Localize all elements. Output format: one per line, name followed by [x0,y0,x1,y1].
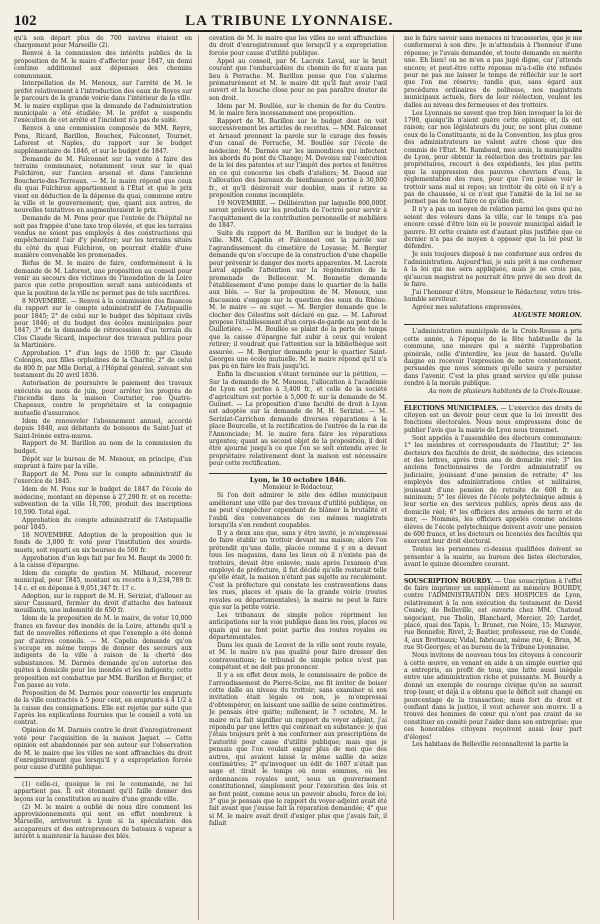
paragraph: Proposition de M. Darmès pour convertir les emprunts de la ville contractés à 5 pour cent, en emprunts à 4 1/2 à la caisse des consignations. Elle est rejetée par suite que l'après les explications fournies que le conseil a voté un contrat. [14,689,192,727]
paragraph: Idem du compte de gestion M. Milhaud, receveur municipal, pour 1845, montant en recette à 9,234,789 fr. 14 c. et en dépense à 9,051,347 fr. 17 c. [14,569,192,592]
paragraph: Approbation du compte administratif de l'Antiquaille pour 1845. [14,516,192,531]
paragraph: Renvoi à la commission des intérêts publics de la proposition de M. le maire d'affecter pour 1847, un demi centime additionnel aux dépenses des chemins communaux. [14,50,192,80]
paragraph: Dépôt sur le bureau de M. Menoux, en principe, d'un emprunt à faire par la ville. [14,455,192,471]
footnote: (1) celle-ci, quoique le roi le commande, ne lui appartient pas. Il est étonnant qu'il faille donner des leçons sur la constitution au maire d'une grande ville. [14,780,192,803]
paragraph: Demande de M. Falconnet sur la vente à faire des terrains communaux, notamment ceux sur le quai Fulchiron, sur l'ancien arsenal et dans l'ancienne Boucherie-des-Terreaux. — M. le maire répond que ceux du quai Fulchiron appartiennent à l'État et que le prix vient en déduction de la dépense du quai, commune entre la ville et le gouvernement; que, quant aux autres, de nouvelles tentatives en augmenteraient le prix. [14,155,192,215]
paragraph: Dans les quais de Louvet de la ville sont route royale, et M. le maire n'a pas qualité pour faire dresser des contraventions; le tribunal de simple police n'est pas compétent et ne doit pas prononcer. [209,642,387,672]
paragraph: Interpellation de M. Menoux, sur l'arrêté de M. le préfet relativement à l'introduction des eaux de Royes sur le parcours de la grande voirie dans l'intérieur de la ville. M. le maire explique que la demande de l'administration municipale a été étudiée; M. le préfet a suspendu l'exécution de cet arrêté et l'incident n'a pas de suite. [14,80,192,125]
paragraph: Agréez mes salutations empressées, [412,304,523,312]
article-columns [14,35,582,920]
column-3 [404,35,582,920]
paragraph: Idem de M. Pons sur le budget de 1847 de l'école de médecine, montant en dépense à 27,290 fr. et en recette: subvention de la ville 16,700, produit des inscriptions 10,590. Total égal. [14,486,192,516]
letter-dateline: Lyon, le 10 octobre 1846. [249,475,347,484]
column-2 [209,35,394,920]
paragraph: qu'à son départ plus de 700 navires étaient en chargement pour Marseille (2). [14,35,192,50]
paragraph: — L'exercice des droits de citoyen est un devoir pour ceux que la loi investit des fonctions électorales. Nous nous empressons donc de publier l'avis que la mairie de Lyon nous transmet. [404,404,582,434]
paragraph: Si l'on doit admirer le zèle des édiles municipaux améliorant une ville par des travaux d'utilité publique, on ne peut s'empêcher cependant de blâmer la brutalité et l'oubli des convenances de ces mêmes magistrats lorsqu'ils s'en rendent coupables. [209,492,387,529]
paragraph: J'ai l'honneur d'être, Monsieur le Rédacteur, votre très-humble serviteur. [404,288,582,304]
paragraph: Nous invitons de nouveau tous les citoyens à concourir à cette œuvre, en venant en aide à un simple ouvrier qui a entrepris, au profit de tous, une lutte aussi inégale entre une administration riche et puissante. M. Bourdy a donné un exemple de courage civique qu'on ne saurait trop louer, et déjà il a obtenu que le déficit soit changé en pourcentage de la transaction; mais fort du droit et confiant dans la justice, il veut achever son œuvre. Il a trouvé des hommes de cœur qui n'ont pas craint de se constituer en comité pour l'aider dans son entreprise: que ces honorables citoyens reçoivent aussi leur part d'éloges! [404,652,582,741]
section-rule [209,473,387,474]
paragraph: Idem de renouveler l'abonnement annuel, accordé depuis 1840, aux débitants de boissons de Saint-Just et Saint-Irénée extra-muros. [14,417,192,440]
paragraph: 8 NOVEMBRE. — Renvoi à la commission des finances du rapport sur le compte administratif de l'Antiquaille pour 1845; 2° de celui sur le budget des hôpitaux civils pour 1846; et du budget des écoles municipales pour 1847; 3° de la demande de rétrocession d'un terrain du Clos Claude Sicard, inspecteur des travaux publics pour la Martinière. [14,297,192,350]
paragraph: Les habitans de Belleville reconnaîtront la partie la [412,741,569,749]
section-heading: ÉLECTIONS MUNICIPALES. [404,404,499,412]
paragraph: L'administration municipale de la Croix-Rousse a pris cette année, à l'époque de la fête habituelle de la commune, une mesure qui a mérité l'approbation générale, celle d'interdire, les jeux de hasard. Qu'elle daigne en recevoir l'expression de notre contentement, persuadés que nous sommes qu'elle saura y persister dans l'avenir. C'est la plus grand service qu'elle puisse rendre à la morale publique. [404,328,582,388]
signature: AUGUSTE MORLON. [512,312,582,320]
paragraph: Refus de M. le maire de faire, conformément à la demande de M. Laforest, une proposition au conseil pour venir au secours des victimes de l'inondation de la Loire parce que cette proposition serait sans antécédents et que la position de la ville ne permet pas de tels sacrifices. [14,260,192,297]
paragraph: 18 NOVEMBRE. Adoption de la proposition que le fonds de 3,000 fr. voté pour l'institution des sourds-muets, soit reparti en six bourses de 500 fr. [14,531,192,554]
paragraph: Opinion de M. Darmès contre le droit d'enregistrement voté pour l'acquisition de la maison Jaquet. — Cette opinion est abandonnée par son auteur sur l'observation de M. le maire que les villes ne sont affranchies du droit d'enregistrement que lorsqu'il y a expropriation forcée pour cause d'utilité publique. [14,727,192,772]
paragraph: Je suis toujours disposé à me conformer aux ordres de l'administration. Aujourd'hui, je suis prêt à me conformer à la loi qui me sera appliquée, mais je ne crois pas, qu'aucun magistrat ne pourrait être privé de son droit de le faire. [404,251,582,288]
page-number: 102 [14,13,37,29]
paragraph: me le faire savoir sans menaces ni tracasseries, que je me conformerai à son dire. Je m'attendais à l'honneur d'une réponse; je l'avais demandée, et toute demande en mérite une. Eh bien! on ne m'en a pas jugé digne, car j'attends encore; et peut-être cette réponse m'a-t-elle été refusée pour ne pas me laisser le temps de réfléchir sur le sort que l'on me réserve; tandis que, sans égard aux procédures ordinaires de politesse, nos magistrats municipaux actuels, fiers de leur réélection, veulent les dalles au niveau des fermeuses et des trottoirs. [404,35,582,109]
section-rule [404,574,582,575]
paragraph: Demande de M. Pons pour que l'entrée de l'hôpital ne soit pas frappée d'une taxe trop élevée, et que les terrains vendus ne soient pas employés à des constructions qui empêcheraient l'air d'y pénétrer; sur les terrains situés du côté du quai Fulchiron, on pourrait établir d'une manière convenable les promenades. [14,215,192,260]
paragraph: cevation de M. le maire que les villes ne sont affranchies du droit d'enregistrement que lorsqu'il y a expropriation forcée pour cause d'utilité publique. [209,35,387,57]
paragraph: Idem par M. Boullée, sur le chemin de fer du Centre. M. le maire fera incessamment une proposition. [209,102,387,118]
paragraph: Il y a deux ans que, sans y être invité, je m'empressai de faire établir un trottoir devant ma maison; alors l'on prétendit qu'une dalle, placée comme il y en a devant tous les magasins, dans les lieux où il n'existe pas de trottoirs, devait être enlevée; mais après l'examen d'un employé de préfecture, il fut décidé qu'elle resterait telle qu'elle était, la maison n'étant pas sujette au reculement. C'est la préfecture qui constate les contraventions dans les rues, places et quais de la grande voirie (routes royales ou départementales), la mairie ne peut le faire que sur la petite voirie. [209,529,387,611]
paragraph: Les Lyonnais ne savent que trop bien invoquer la loi de 1790, quoiqu'ils n'aient guère cette opinion; et, ils ont raison; car nos législateurs du jour, ne sont plus comme ceux de la Constituante, ni de la Convention, les plus gros des administrateurs ne valent autre chose que des commis de l'État. M. Rambaud, mes amis, la municipalité de Lyon, pour obtenir la réélection des trottoirs par les propriétaires, recourt à des expédients, les plus petits que la suppression des pauvres chevriers d'eau, la réglementation des rues, pour que l'on puisse voir le trottoir sans mal ni repos; un trottoir du côté où il n'y a pas de chaussée, si ce n'est que l'amitié de la loi ne se permet pas de tout faire ce qu'elle doit. [404,109,582,206]
paragraph: Approbation 1° d'un legs de 1500 fr. par Claude Colonges, aux filles orphelines de la Charité; 2° de celui de 800 fr. par Mlle Dorial, à l'Hôpital général, suivant son testament du 20 avril 1836. [14,350,192,380]
footnote: (2) M. le maire a oublié de nous dire comment les approvisionnements qui sont en effet nombreux à Marseille, arriveront à Lyon si la spéculation des accapareurs et des entrepreneurs de bateaux à vapeur a intérêt à maintenir la hausse des blés. [14,803,192,841]
paragraph: Enfin la discussion s'étant terminée sur la pétition, — Sur la demande de M. Menoux, l'allocation à l'académie de Lyon est portée à 3,400 fr., et celle de la société d'agriculture est portée à 5,000 fr. sur la demande de M. Guimet. — La proposition d'une faculté de droit à Lyon est adoptée sur la demande de M. H. Seriziat. — M. Seriziat-Carrichon demande diverses réparations à la place Bourcelle, et la rectification de l'entrée de la rue de l'Annonciade; M. le maire fera faire les réparations urgentes; quant au second objet de la proposition, il doit être ajourné jusqu'à ce que l'on se soit entendu avec le propriétaire relativement dont la maison est nécessaire pour cette rectification. [209,371,387,468]
paragraph: Rapport de M. Barillon au nom de la commission du budget. [14,440,192,455]
paragraph: Suite du rapport de M. Barillon sur le budget de la ville. MM. Capelin et Falconnet ont la parole sur l'agrandissement du cimetière de Loyasse; M. Bergier demande qu'on s'occupe de la construction d'une chapelle pour prévenir le danger des morts apparentes. M. Lacroix Laval appelle l'attention sur la régénération de la promenade de Bellecour. M. Bonnetie demande l'établissement d'une pompe dans le quartier de la halle aux blés. — Sur la proposition de M. Menoux, une discussion s'engage sur la question des eaux du Rhône. M. le maire — au sujet — M. Bergier demande que le clocher des Célestins soit déclaré en gaz. — M. Laforest propose l'établissement d'un corps-de-garde au pont de la Guillotière. — M. Boullée se plaint de la perte de temps que la caisse d'épargne fait subir à ceux qui veulent retirer; il voudrait que l'attention sur la bibliothèque soit assurée. — M. Bergier demande pour le quartier Saint-Georges une école mutuelle. M. le maire répond qu'il n'a pas pu en faire les frais jusqu'ici. [209,230,387,371]
paragraph: Autorisation de poursuivre le paiement des travaux exécutés au mois de juin, pour arrêter les progrès de l'incendie dans la maison Couturier, rue Quatre-Chapeaux, contre le propriétaire et la compagnie mutuelle d'assurance. [14,380,192,417]
paragraph: — Une souscription à l'effet de faire imprimer un supplément au mémoire BOURDY, contre l'ADMINISTRATION DES HOSPICES de Lyon, relativement à la non exécution du testament de David Cosnéy, de Belleville, est ouverte chez MM. Chatoud négociant, rue Tholin, Blanchard, Mercier, 20; Lardet, placé, quai des Tapis, 1; Brunet, rue Noire, 15; Mazuyer, rue Bonnefoi; Rivet, 2; Bautier, professeur, rue de Condé, 4, aux Brotteaux; Vidal, fabricant, même rue, 4; Brun, M. rue St-Georges; et au bureau de la Tribune Lyonnaise. [404,577,582,652]
paragraph: Toutes les personnes ci-dessus qualifiées doivent se présenter à la mairie, au bureau des listes électorales, avant le quinze décembre courant. [404,546,582,569]
letter-salutation: Monsieur le Rédacteur, [262,484,334,492]
paragraph: Renvoi à une commission composée de MM. Reyre, Pons, Ricard, Barillon, Bouchex, Falconnet, Tournet, Laforest et Naples, du rapport sur le budget supplémentaire de 1846, et sur le budget de 1847. [14,125,192,155]
section-rule [404,324,582,325]
column-1 [14,35,199,920]
section-heading: SOUSCRIPTION BOURDY. [404,577,493,585]
paragraph: Appel au conseil, par M. Lacroix Laval, sur le bruit courant que l'embarcadère du chemin de fer n'aura pas lieu à Perrache. M. Barillon pense que l'on s'alarme prématurément et M. le maire dit qu'il faut avoir l'œil ouvert et la bouche close pour ne pas paraître douter de son droit. [209,57,387,102]
paragraph: Approbation d'un legs fait par feu M. Baupt de 2000 fr. à la caisse d'épargne. [14,554,192,569]
signature: Au nom de plusieurs habitants de la Croix-Rousse. [428,388,582,396]
paragraph: Adoption, sur le rapport de M. H. Seriziat, d'allouer au sieur Caussard, fermier du droit d'attache des bateaux mouillants, une indemnité de 650 fr. [14,592,192,615]
paragraph: Les tribunaux de simple police répriment les anticipations sur la voie publique dans les rues, places ou quais qui ne font point partie des routes royales ou départementales. [209,611,387,642]
paragraph: Il n'y a pas un moyen de relation parmi les gens qui ne soient des voleurs dans la ville, car le temps n'a pas encore cessé d'être loin où le pouvoir municipal aidait le pauvre. Et cette crainte est d'autant plus justifiée que ce dernier n'a pas de moyen à opposer que la loi peut le défendre. [404,206,582,251]
publication-title: LA TRIBUNE LYONNAISE. [185,13,394,29]
section-rule [404,401,582,402]
paragraph: Rapport de M. Pons sur le compte administratif de l'exercice de 1845. [14,471,192,486]
paragraph: Il y a en effet deux mois, le commissaire de police de l'arrondissement de Pierre-Scize, me fit inviter de boiser cette dalle au niveau du trottoir; sans examiner si son invitation était légale ou non, je m'empressai d'obtempérer, en laissant une saillie de seize centimètres. Je pensais être quitte; nullement, le 7 octobre, M. le maire m'a fait signifier un rapport du voyer adjoint, j'ai répondu par une lettre qui contenait en substance: je que j'étais toujours prêt à me conformer aux prescriptions de l'autorité pour cause d'utilité publique; mais que je pensais que l'on voulait exiger plus de moi que des autres, qui avaient laissé la même saillie de seize centimètres; 2° qu'invoquer un édit de 1607 n'était pas sage et tirait le temps où nous sommes, où les ordonnances royales sont, sous un gouvernement constitutionnel, simplement pour l'exécution des lois et ne font point, comme sous un pouvoir absolu, force de loi; 3° que je pensais que le rapport du voyer-adjoint avait été fait avant que j'eusse fait la réparation demandée; 4° que si M. le maire avait droit d'exiger plus que j'avais fait, il fallait [209,672,387,828]
paragraph: Rapport de M. Barillon sur le budget dont on voit successivement les articles de recettes. — MM. Falconnet et Arnaud prennent la parole sur le curage des fossés d'un canal de Perrache, M. Boullée sur l'école de médecine; M. Darmès sur les immondices qui infectent les abords du pont du Change; M. Devoisu sur l'exécution de la loi des patentes et sur l'impôt des portes et fenêtres en ce qui concerne les chefs d'ateliers; M. Daoud sur l'allocation des bureaux de bienfaisance portée à 30,000 fr., et qu'il désirerait voir doubler, mais il retire sa proposition comme incomplète. [209,117,387,200]
footnote-rule [14,777,192,778]
page-header [14,6,582,32]
paragraph: Idem de la proposition de M. le maire, de voter 10,000 francs en faveur des inondés de la Loire, attendu qu'il a fait de nouvelles réflexions et que l'exemple a été donné par d'autres conseils. — M. Capelin demande qu'on s'occupe en même temps de donner des secours aux indigents de la ville à raison de la cherté des subsistances. M. Darmès demande qu'on autorise des quêtes à domicile pour les inondés et les indigents; cette proposition est combattue par MM. Barillon et Bergier, et l'on passe au vote. [14,615,192,689]
paragraph: Sont appelés à l'assemblée des électeurs communaux: 1° les membres et correspondants de l'Institut; 2° les docteurs des facultés de droit, de médecine, des sciences et des lettres, après trois ans de domicile réel; 3° les anciens fonctionnaires de l'ordre administratif ou judiciaire, jouissant d'une pension de retraite; 4° les employés des administrations civiles et militaires, jouissant d'une pension de retraite de 600 fr. au minimum; 5° les élèves de l'école polytechnique admis à leur sortie en des services publics, après deux ans de domicile réel; 6° les officiers des armées de terre et de mer, — Nommés, les officiers appelés comme anciens élèves de l'école polytechnique doivent avoir une pension de 600 francs, et les docteurs ou licenciés des facultés qui exercent leur droit électoral. [404,434,582,546]
paragraph: 19 NOVEMBRE. — Délibération par laquelle 800,000f. seront prélevés sur les produits de l'octroi pour servir à l'acquittement de la contribution personnelle et mobilière de 1847. [209,199,387,230]
